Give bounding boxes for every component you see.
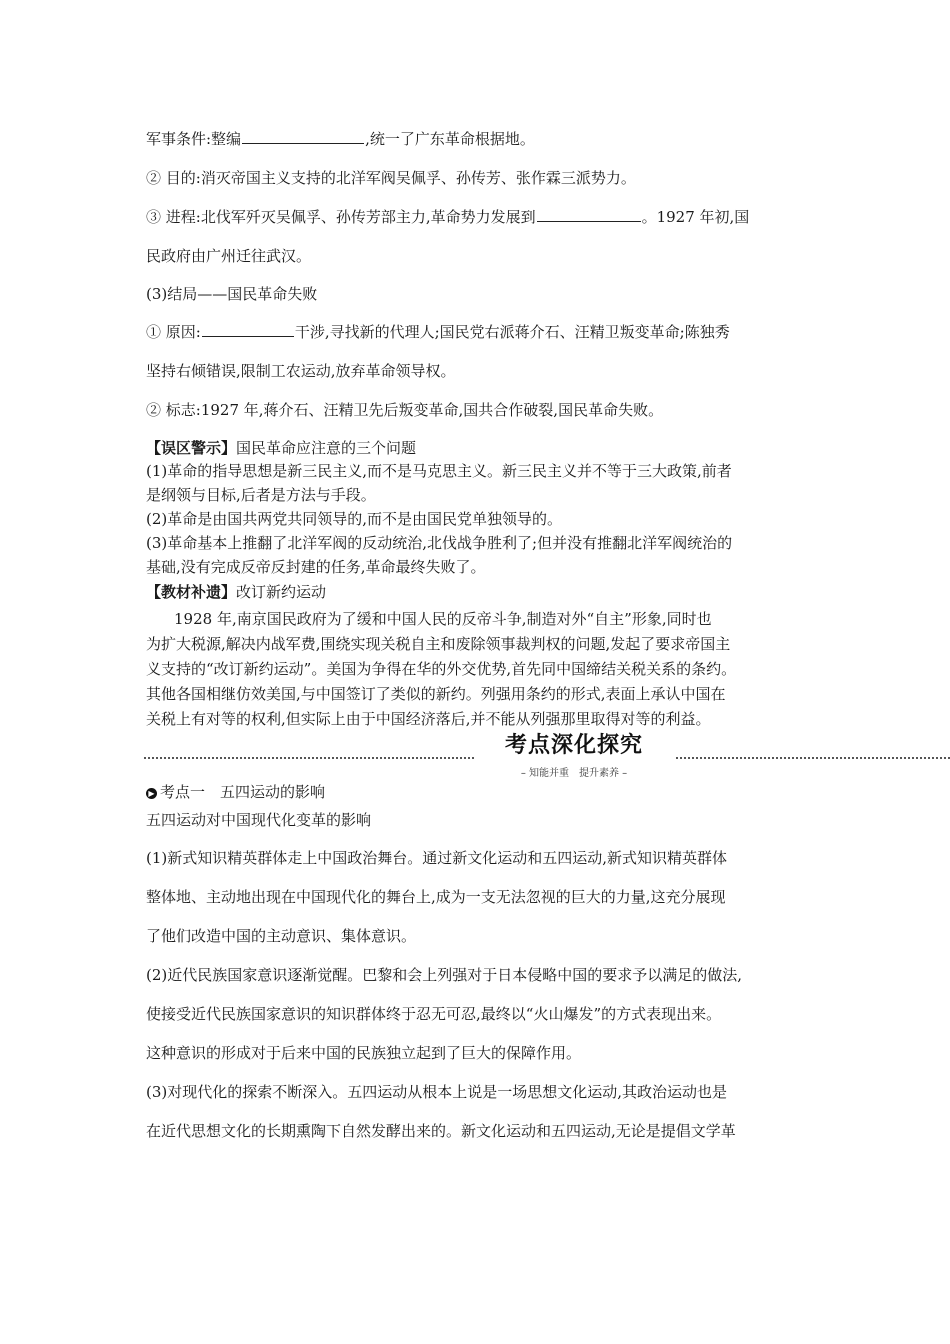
text-line: 在近代思想文化的长期熏陶下自然发酵出来的。新文化运动和五四运动,无论是提倡文学革 [146, 1122, 736, 1140]
point-label: ▶ 考点一 五四运动的影响 [146, 782, 325, 802]
text-line: (1)新式知识精英群体走上中国政治舞台。通过新文化运动和五四运动,新式知识精英群体 [146, 849, 728, 867]
text-line: (2)近代民族国家意识逐渐觉醒。巴黎和会上列强对于日本侵略中国的要求予以满足的做法, [146, 966, 743, 984]
banner-subtitle: – 知能并重 提升素养 – [520, 768, 628, 779]
warning-item: (2)革命是由国共两党共同领导的,而不是由国民党单独领导的。 [146, 510, 563, 528]
supplement-heading: 【教材补遗】改订新约运动 [146, 583, 327, 601]
supplement-line: 关税上有对等的权利,但实际上由于中国经济落后,并不能从列强那里取得对等的利益。 [146, 710, 711, 728]
supplement-line: 义支持的“改订新约运动”。美国为争得在华的外交优势,首先同中国缔结关税关系的条约。 [146, 660, 737, 678]
text-line: 坚持右倾错误,限制工农运动,放弃革命领导权。 [146, 362, 456, 380]
text-line: ③ 进程:北伐军歼灭吴佩孚、孙传芳部主力,革命势力发展到 。1927 年初,国 [146, 208, 750, 226]
fill-blank[interactable] [202, 322, 294, 337]
banner-title: 考点深化探究 [474, 728, 674, 759]
text-line: (3)对现代化的探索不断深入。五四运动从根本上说是一场思想文化运动,其政治运动也是 [146, 1083, 728, 1101]
point-heading: 五四运动对中国现代化变革的影响 [146, 811, 372, 829]
supplement-line: 1928 年,南京国民政府为了缓和中国人民的反帝斗争,制造对外“自主”形象,同时也 [174, 610, 712, 628]
fill-blank[interactable] [242, 129, 364, 144]
supplement-line: 其他各国相继仿效美国,与中国签订了类似的新约。列强用条约的形式,表面上承认中国在 [146, 685, 726, 703]
play-bullet-icon: ▶ [146, 788, 157, 799]
warning-item: 基础,没有完成反帝反封建的任务,革命最终失败了。 [146, 558, 486, 576]
warning-item: 是纲领与目标,后者是方法与手段。 [146, 486, 376, 504]
supplement-line: 为扩大税源,解决内战军费,围绕实现关税自主和废除领事裁判权的问题,发起了要求帝国主 [146, 635, 731, 653]
text-line: ② 目的:消灭帝国主义支持的北洋军阀吴佩孚、孙传芳、张作霖三派势力。 [146, 169, 636, 187]
warning-item: (1)革命的指导思想是新三民主义,而不是马克思主义。新三民主义并不等于三大政策,前者 [146, 462, 732, 480]
text-line: 整体地、主动地出现在中国现代化的舞台上,成为一支无法忽视的巨大的力量,这充分展现 [146, 888, 726, 906]
section-banner [144, 728, 950, 779]
section-heading: (3)结局——国民革命失败 [146, 285, 318, 303]
text-line: ② 标志:1927 年,蒋介石、汪精卫先后叛变革命,国共合作破裂,国民革命失败。 [146, 401, 664, 419]
text-line: 使接受近代民族国家意识的知识群体终于忍无可忍,最终以“火山爆发”的方式表现出来。 [146, 1005, 722, 1023]
text-line: ① 原因: 干涉,寻找新的代理人;国民党右派蒋介石、汪精卫叛变革命;陈独秀 [146, 323, 730, 341]
text-line: 了他们改造中国的主动意识、集体意识。 [146, 927, 417, 945]
fill-blank[interactable] [537, 207, 641, 222]
text-line: 这种意识的形成对于后来中国的民族独立起到了巨大的保障作用。 [146, 1044, 582, 1062]
warning-heading: 【误区警示】国民革命应注意的三个问题 [146, 439, 417, 457]
warning-item: (3)革命基本上推翻了北洋军阀的反动统治,北伐战争胜利了;但并没有推翻北洋军阀统治的 [146, 534, 733, 552]
text-line: 民政府由广州迁往武汉。 [146, 247, 312, 265]
text-line: 军事条件:整编 ,统一了广东革命根据地。 [146, 130, 535, 148]
